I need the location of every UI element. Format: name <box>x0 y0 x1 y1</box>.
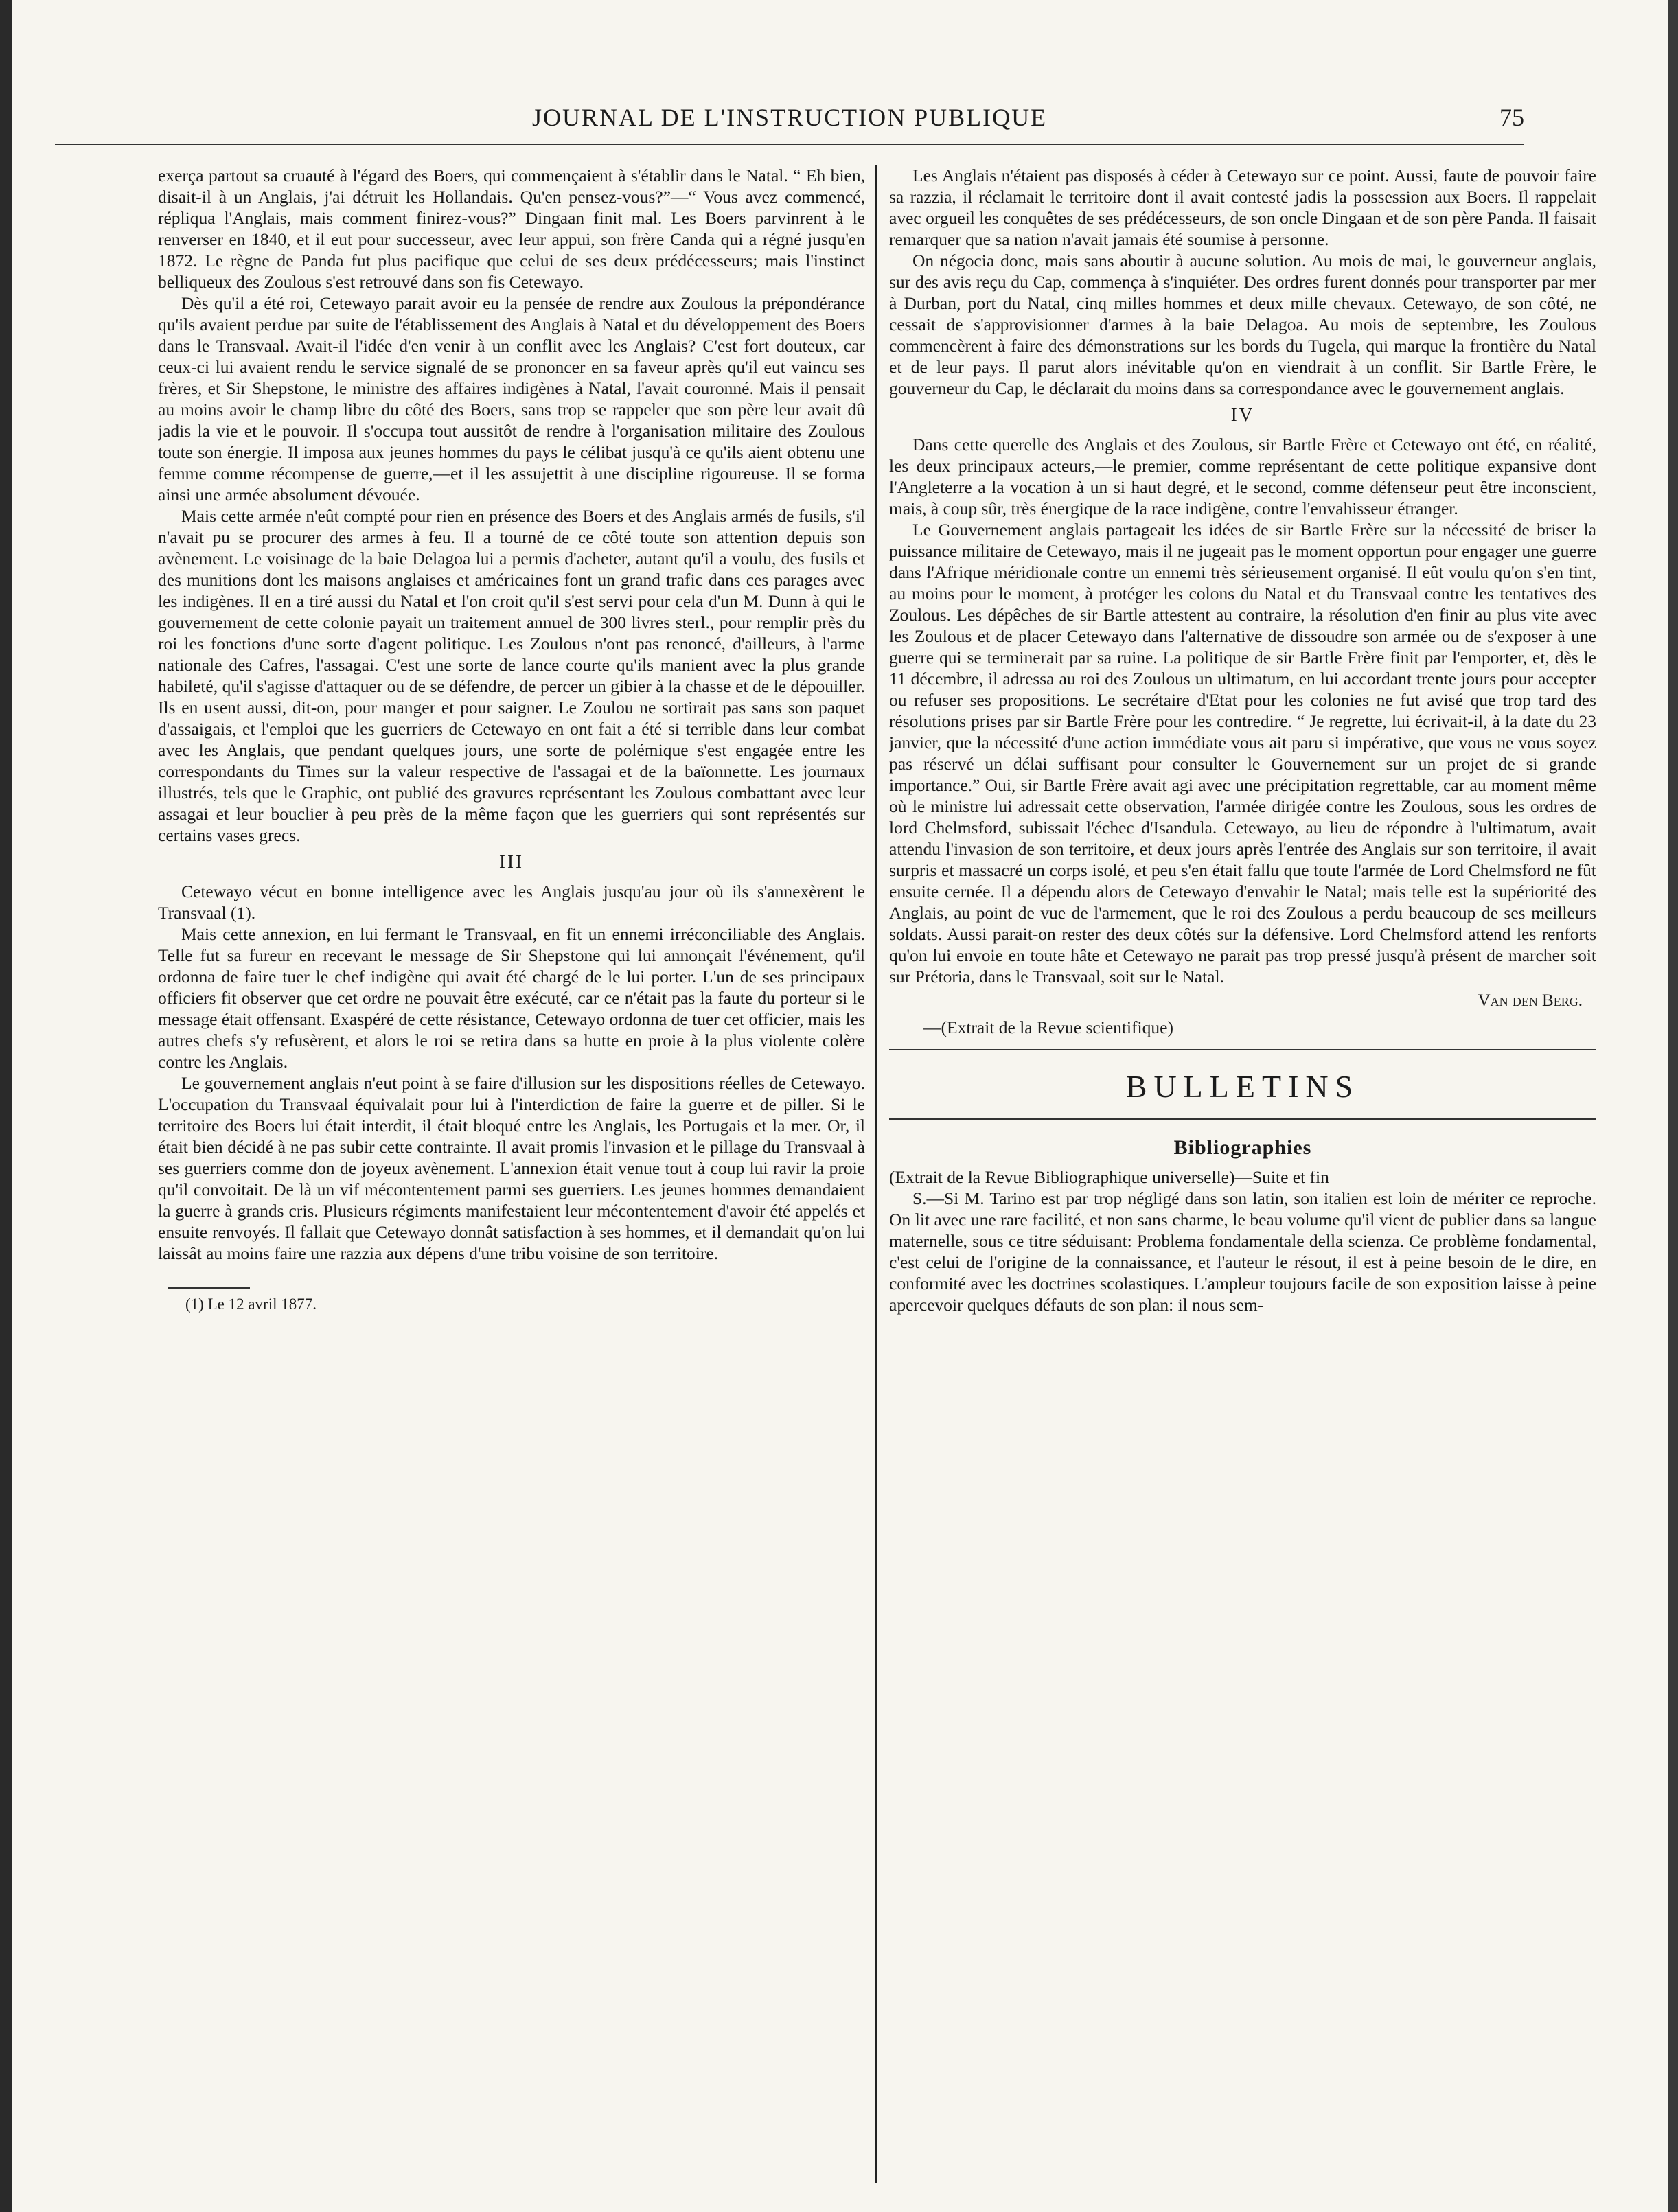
columns <box>55 165 1596 2183</box>
paragraph: Mais cette armée n'eût compté pour rien en présence des Boers et des Anglais armés de fusils, s'il n'avait pu se procurer des armes à feu. Il a tourné de ce côté toute son attention depuis son avènement. Le voisinage de la baie Delagoa lui a permis d'acheter, autant qu'il a voulu, des fusils et des munitions dont les maisons anglaises et américaines font un grand trafic dans ces parages avec les indigènes. Il en a tiré aussi du Natal et l'on croit qu'il s'est servi pour cela d'un M. Dunn à qui le gouvernement de cette colonie payait un traitement annuel de 300 livres sterl., pour remplir près du roi les fonctions d'une sorte d'agent politique. Les Zoulous n'ont pas renoncé, d'ailleurs, à l'arme nationale des Cafres, l'assagai. C'est une sorte de lance courte qu'ils manient avec la plus grande habileté, qu'il s'agisse d'attaquer ou de se défendre, de percer un gibier à la chasse et de le dépouiller. Ils en usent aussi, dit-on, pour manger et pour saigner. Le Zoulou ne sortirait pas sans son paquet d'assaigais, et l'emploi que les guerriers de Cetewayo en ont fait a été si terrible dans leur combat avec les Anglais, que pendant quelques jours, une sorte de polémique s'est engagée entre les correspondants du Times sur la valeur respective de l'assagai et de la baïonnette. Les journaux illustrés, tels que le Graphic, ont publié des gravures représentant les Zoulous combattant avec leur assagai et leur bouclier à peu près de la même façon que les guerriers qui sont représentés sur certains vases grecs. <box>158 506 865 845</box>
paragraph: Le gouvernement anglais n'eut point à se faire d'illusion sur les dispositions réelles de Cetewayo. L'occupation du Transvaal équivalait pour lui à l'interdiction de faire la guerre et de piller. Si le territoire des Boers lui était interdit, il était bloqué entre les Anglais, les Portugais et la mer. Or, il était bien décidé à ne pas subir cette contrainte. Il avait promis l'invasion et le pillage du Transvaal à ses guerriers comme don de joyeux avènement. L'annexion était venue tout à coup lui ravir la proie qu'il convoitait. De là un vif mécontentement parmi ses guerriers. Les jeunes hommes demandaient la guerre à grands cris. Plusieurs régiments manifestaient leur mécontentement d'avoir été appelés et ensuite renvoyés. Il fallait que Cetewayo donnât satisfaction à ses hommes, et il demandait qu'on lui laissât au moins faire une razzia aux dépens d'une tribu voisine de son territoire. <box>158 1073 865 1263</box>
paragraph: exerça partout sa cruauté à l'égard des Boers, qui commençaient à s'établir dans le Natal. “ Eh bien, disait-il à un Anglais, j'ai détruit les Hollandais. Qu'en pensez-vous?”—“ Vous avez commencé, répliqua l'Anglais, mais comment finirez-vous?” Dingaan finit mal. Les Boers parvinrent à le renverser en 1840, et il eut pour successeur, avec leur appui, son frère Canda qui a régné jusqu'en 1872. Le règne de Panda fut plus pacifique que celui de ses deux prédécesseurs; mais l'instinct belliqueux des Zoulous s'est retrouvé dans son fis Cetewayo. <box>158 165 865 292</box>
bibliographies-heading: Bibliographies <box>1173 1136 1312 1159</box>
paragraph: Dès qu'il a été roi, Cetewayo parait avoir eu la pensée de rendre aux Zoulous la prépondérance qu'ils avaient perdue par suite de l'établissement des Anglais à Natal et du développement des Boers dans le Transvaal. Avait-il l'idée d'en venir à un conflit avec les Anglais? C'est fort douteux, car ceux-ci lui avaient rendu le service signalé de se prononcer en sa faveur après qu'il eut vaincu ses frères, et Sir Shepstone, le ministre des affaires indigènes à Natal, l'avait couronné. Mais il pensait au moins avoir le champ libre du côté des Boers, sans trop se rappeler que son père leur avait dû jadis la vie et le pouvoir. Il s'occupa tout aussitôt de rendre à l'organisation militaire des Zoulous toute son énergie. Il imposa aux jeunes hommes du pays le célibat jusqu'à ce qu'ils aient obtenu une femme comme récompense de guerre,—et il les assujettit à une discipline rigoureuse. Il se forma ainsi une armée absolument dévouée. <box>158 293 865 505</box>
separator-rule <box>889 1118 1596 1120</box>
paragraph: S.—Si M. Tarino est par trop négligé dans son latin, son italien est loin de mériter ce reproche. On lit avec une rare facilité, et non sans charme, le beau volume qu'il vient de publier dans sa langue maternelle, sous ce titre séduisant: Problema fondamentale della scienza. Ce problème fondamental, c'est celui de l'origine de la connaissance, et l'auteur le résout, il est à peine besoin de le dire, en conformité avec les doctrines scolastiques. L'ampleur toujours facile de son exposition laisse à peine apercevoir quelques défauts de son plan: il nous sem- <box>889 1188 1596 1315</box>
separator-rule <box>889 1049 1596 1050</box>
footnote: (1) Le 12 avril 1877. <box>185 1295 317 1313</box>
section-heading-iii: III <box>499 851 524 872</box>
section-heading-iv: IV <box>1230 404 1255 425</box>
paragraph: Dans cette querelle des Anglais et des Zoulous, sir Bartle Frère et Cetewayo ont été, en réalité, les deux principaux acteurs,—le premier, comme représentant de cette politique expansive dont l'Angleterre a la vocation à un si haut degré, et le second, comme défenseur peut être inconscient, mais, à coup sûr, très énergique de la race indigène, contre l'envahisseur étranger. <box>889 435 1596 518</box>
column-divider <box>875 165 877 2183</box>
scan-edge-left <box>0 0 12 2212</box>
paragraph: Mais cette annexion, en lui fermant le Transvaal, en fit un ennemi irréconciliable des Anglais. Telle fut sa fureur en recevant le message de Sir Shepstone qui lui annonçait l'événement, qu'il ordonna de faire tuer le chef indigène qui avait été chargé de le lui porter. L'un de ses principaux officiers fit observer que cet ordre ne pouvait être exécuté, car ce n'était pas la faute du porteur si le message était offensant. Exaspéré de cette résistance, Cetewayo ordonna de tuer cet officier, mais les autres chefs s'y refusèrent, et alors le roi se retira dans sa hutte en proie à la plus violente colère contre les Anglais. <box>158 924 865 1072</box>
bulletins-heading: BULLETINS <box>1125 1069 1360 1104</box>
paragraph: On négocia donc, mais sans aboutir à aucune solution. Au mois de mai, le gouverneur anglais, sur des avis reçu du Cap, commença à s'inquiéter. Des ordres furent donnés pour transporter par mer à Durban, port du Natal, cinq milles hommes et deux mille chevaux. Cetewayo, de son côté, ne cessait de s'approvisionner d'armes à la baie Delagoa. Au mois de septembre, les Zoulous commencèrent à faire des démonstrations sur les bords du Tugela, qui marque la frontière du Natal et de leur pays. Il parut alors inévitable qu'on en viendrait à un conflit. Sir Bartle Frère, le gouverneur du Cap, le déclarait du moins dans sa correspondance avec le gouvernement anglais. <box>889 251 1596 398</box>
footnote-rule <box>168 1287 250 1289</box>
running-title: JOURNAL DE L'INSTRUCTION PUBLIQUE <box>531 104 1048 131</box>
source-note: —(Extrait de la Revue scientifique) <box>923 1017 1173 1037</box>
journal-page <box>55 96 1596 2183</box>
paragraph: Cetewayo vécut en bonne intelligence avec les Anglais jusqu'au jour où ils s'annexèrent le Transvaal (1). <box>158 882 865 923</box>
page-number: 75 <box>1499 104 1524 131</box>
paragraph: Les Anglais n'étaient pas disposés à céder à Cetewayo sur ce point. Aussi, faute de pouvoir faire sa razzia, il réclamait le territoire dont il avait contesté jadis la possession aux Boers. Il rappelait avec orgueil les conquêtes de ses prédécesseurs, de son oncle Dingaan et de son père Panda. Il faisait remarquer que sa nation n'avait jamais été soumise à personne. <box>889 165 1596 249</box>
paragraph: Le Gouvernement anglais partageait les idées de sir Bartle Frère sur la nécessité de briser la puissance militaire de Cetewayo, mais il ne jugeait pas le moment opportun pour engager une guerre dans l'Afrique méridionale contre un ennemi très sérieusement organisé. Il eût voulu qu'on s'en tint, au moins pour le moment, à protéger les colons du Natal et du Transvaal contre les tentatives des Zoulous. Les dépêches de sir Bartle attestent au contraire, la résolution d'en finir au plus vite avec les Zoulous et de placer Cetewayo dans l'alternative de dissoudre son armée ou de s'exposer à une guerre qui se terminerait par sa ruine. La politique de sir Bartle Frère finit par l'emporter, et, dès le 11 décembre, il adressa au roi des Zoulous un ultimatum, en lui accordant trente jours pour accepter ou refuser ses propositions. Le secrétaire d'Etat pour les colonies ne fut avisé que trop tard des résolutions prises par sir Bartle Frère pour les contredire. “ Je regrette, lui écrivait-il, à la date du 23 janvier, que la nécessité d'une action immédiate vous ait paru si impérative, que vous ne vous soyez pas réservé un délai suffisant pour consulter le Gouvernement sur un projet de si grande importance.” Oui, sir Bartle Frère avait agi avec une précipitation regrettable, car au moment même où le ministre lui adressait cette observation, l'armée dirigée contre les Zoulous, sous les ordres de lord Chelmsford, subissait l'échec d'Isandula. Cetewayo, au lieu de répondre à l'ultimatum, avait attendu l'invasion de son territoire, et deux jours après l'entrée des Anglais sur son territoire, il avait surpris et massacré un corps isolé, et peu s'en était fallu que toute l'armée de Lord Chelmsford ne fût ensuite cernée. Il a dépendu alors de Cetewayo d'envahir le Natal; mais telle est la supériorité des Anglais, au point de vue de l'armement, que le roi des Zoulous a perdu beaucoup de ses meilleurs soldats. Aussi parait-on rester des deux côtés sur la défensive. Lord Chelmsford attend les renforts qu'on lui envoie en toute hâte et Cetewayo ne parait pas trop pressé jusqu'à présent de marcher soit sur Prétoria, dans le Transvaal, soit sur le Natal. <box>889 520 1596 987</box>
scan-edge-right <box>1668 0 1678 2212</box>
page-header <box>55 96 1524 146</box>
paragraph: (Extrait de la Revue Bibliographique universelle)—Suite et fin <box>889 1167 1329 1187</box>
right-column <box>889 165 1596 2183</box>
left-column <box>158 165 865 2183</box>
author-signature: Van den Berg. <box>1478 991 1583 1010</box>
